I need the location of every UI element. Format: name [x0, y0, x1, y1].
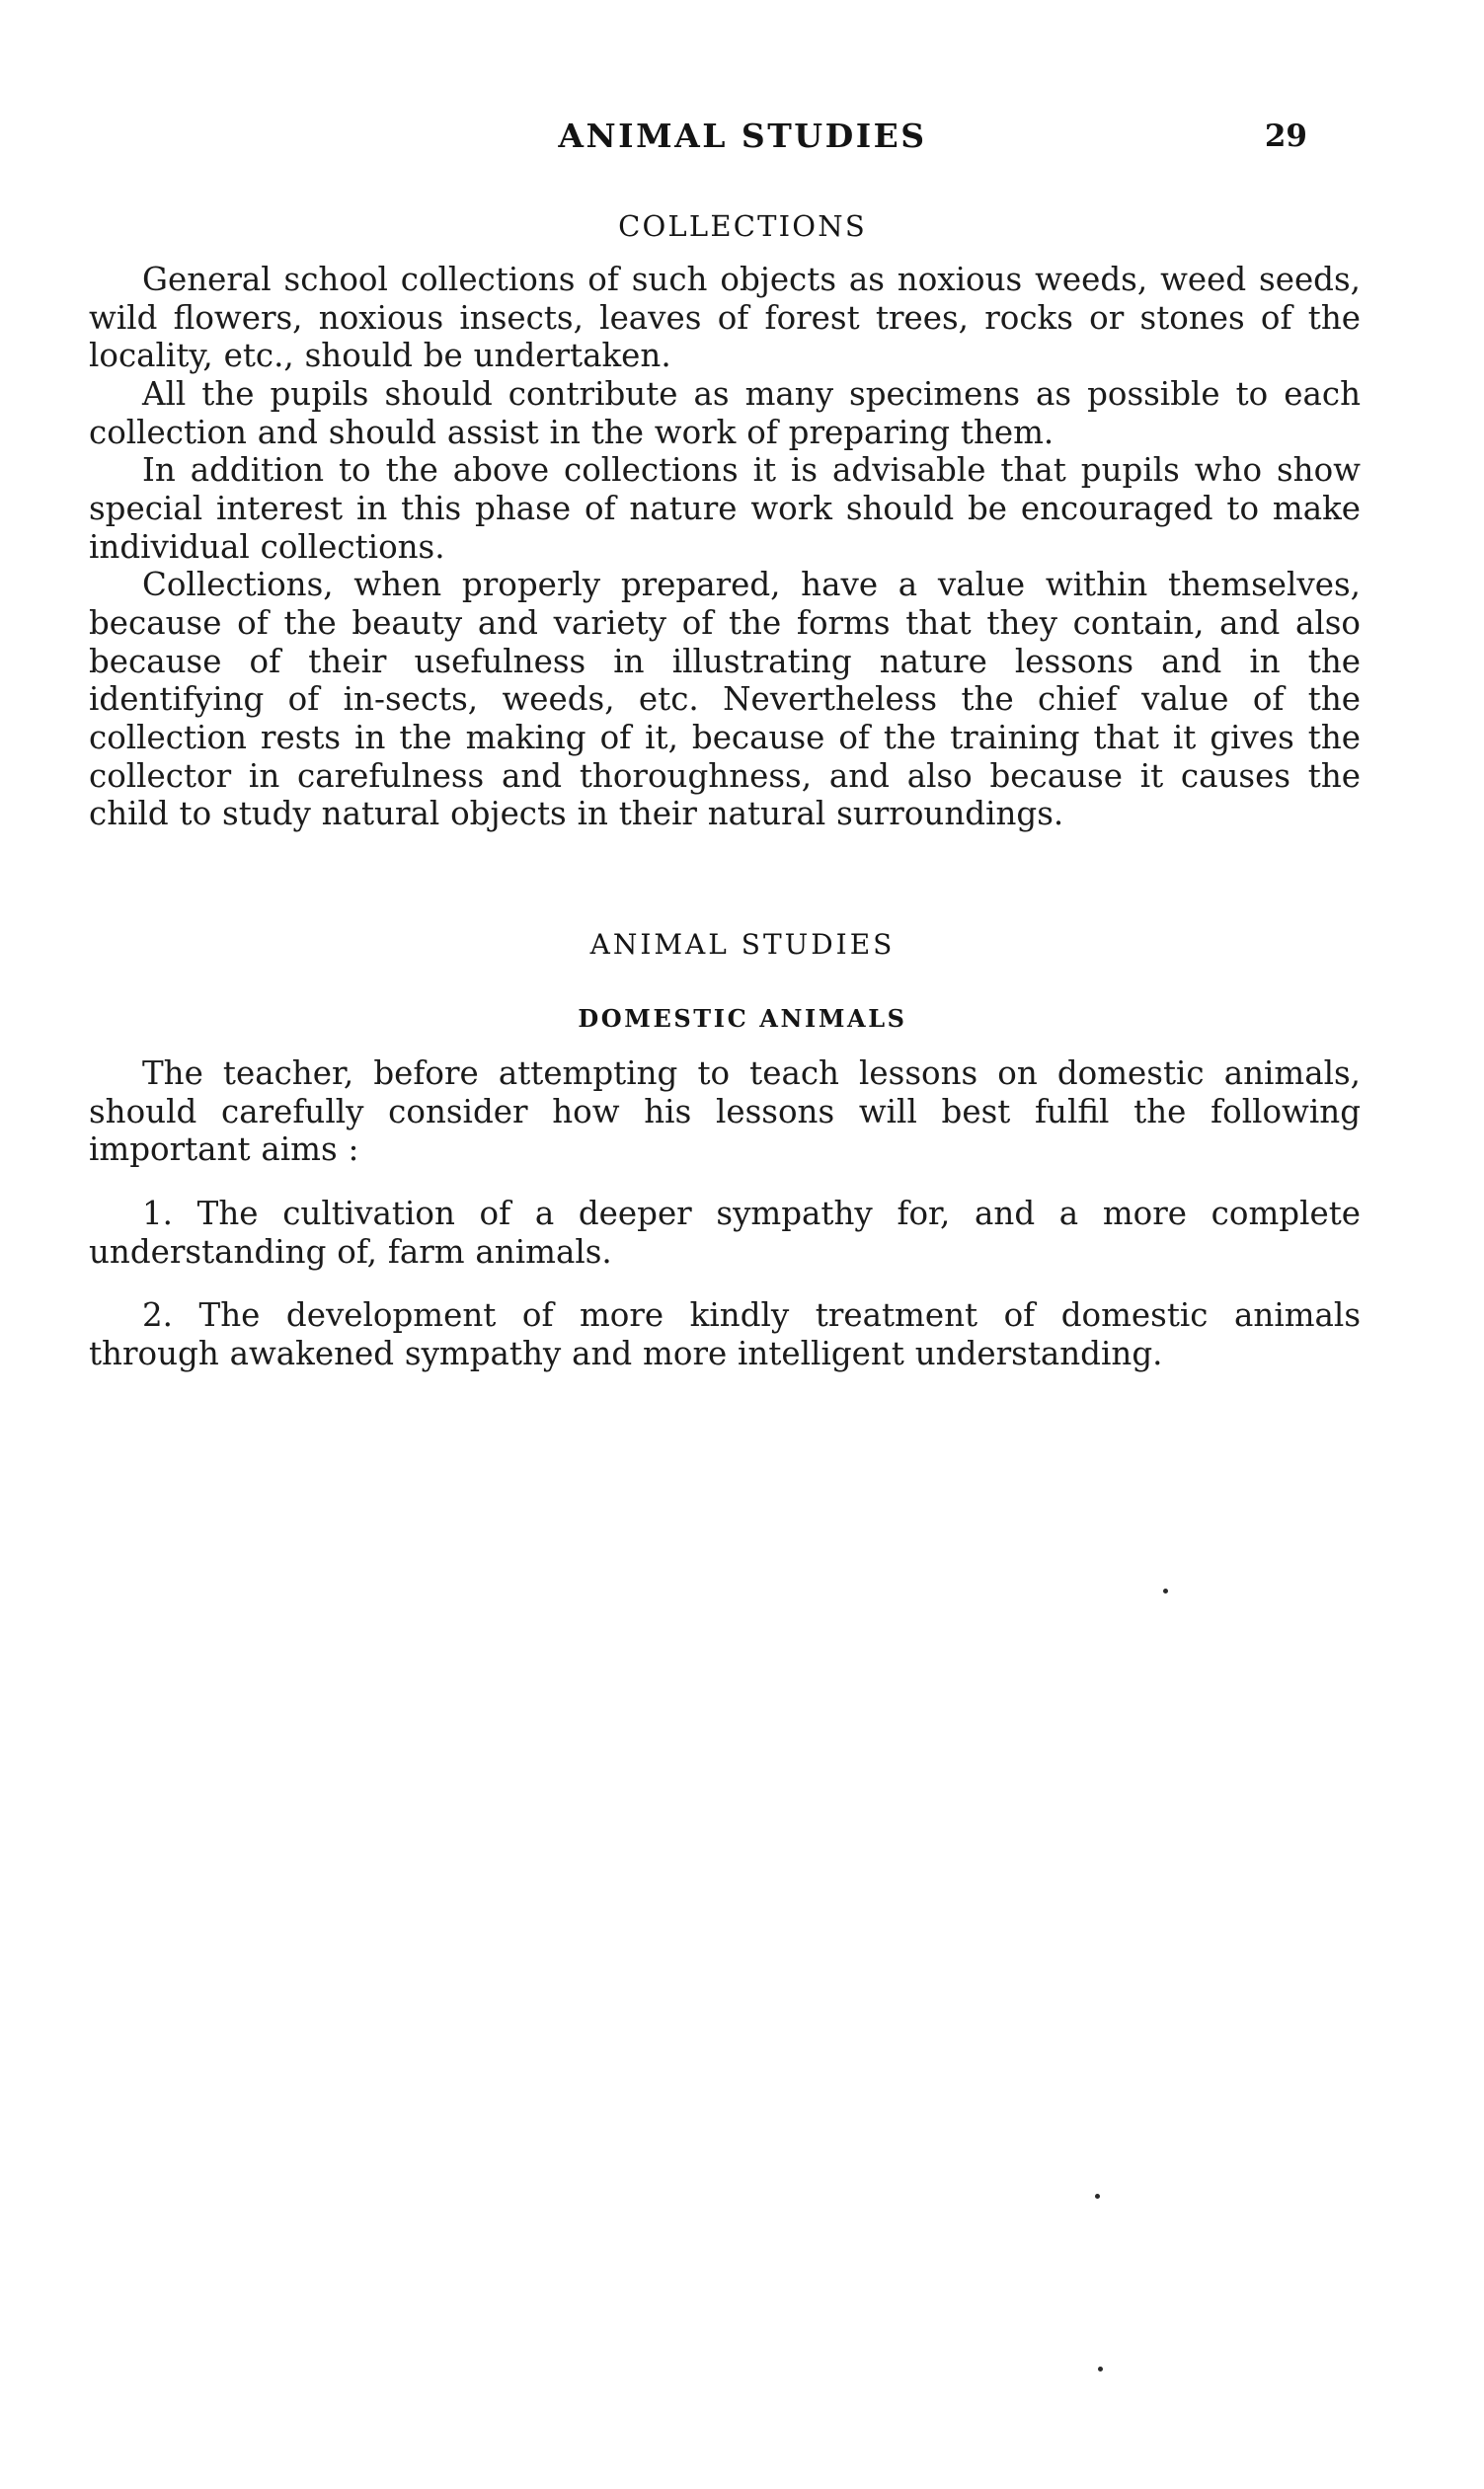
- paragraph: Collections, when properly prepared, have a value within themselves, because of the beauty and variety of the forms that they contain, and also because of their usefulness in illustrating nature lessons and in the identifying of in-sects, weeds, etc. Nevertheless the chief value of the collection rests in the making of it, because of the training that it gives the collector in carefulness and thoroughness, and also because it causes the child to study natural objects in their natural surroundings.: [89, 566, 1361, 833]
- collections-body: [89, 261, 1361, 833]
- aim-item: 2. The development of more kindly treatment of domestic animals through awakened sympathy and more intelligent understanding.: [89, 1296, 1361, 1373]
- paragraph: All the pupils should contribute as many specimens as possible to each collection and should assist in the work of preparing them.: [89, 375, 1361, 451]
- ink-speck: [1095, 2194, 1100, 2199]
- paragraph: General school collections of such objects as noxious weeds, weed seeds, wild flowers, noxious insects, leaves of forest trees, rocks or stones of the locality, etc., should be undertaken.: [89, 261, 1361, 375]
- heading-collections: COLLECTIONS: [618, 209, 867, 243]
- running-head: [71, 117, 1414, 176]
- paragraph: In addition to the above collections it is advisable that pupils who show special interest in this phase of nature work should be encouraged to make individual collections.: [89, 451, 1361, 566]
- heading-domestic-animals: DOMESTIC ANIMALS: [578, 1004, 907, 1034]
- aim-item: 1. The cultivation of a deeper sympathy for, and a more complete understanding of, farm animals.: [89, 1195, 1361, 1271]
- page-content: [71, 117, 1414, 1373]
- running-head-title: ANIMAL STUDIES: [558, 117, 927, 155]
- page-number: 29: [1264, 118, 1307, 154]
- ink-speck: [1163, 1589, 1168, 1594]
- ink-speck: [1098, 2367, 1103, 2372]
- paragraph: The teacher, before attempting to teach lessons on domestic animals, should carefully consider how his lessons will best fulfil the following important aims :: [89, 1054, 1361, 1169]
- domestic-animals-body: [89, 1054, 1361, 1373]
- heading-animal-studies: ANIMAL STUDIES: [589, 928, 896, 962]
